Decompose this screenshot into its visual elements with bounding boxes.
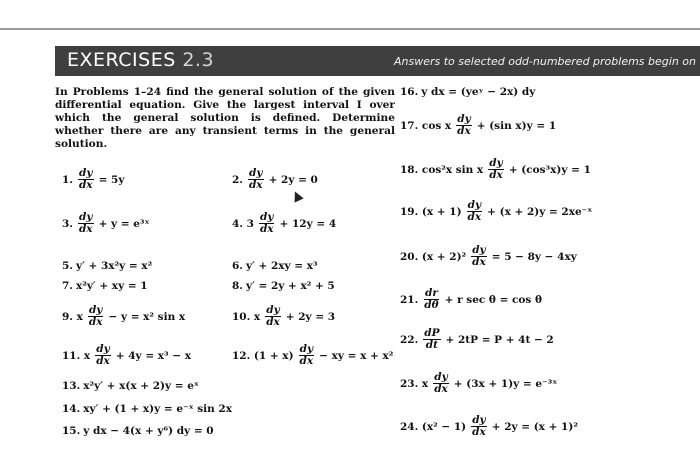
exercise-number: 13. (62, 380, 81, 392)
equation-rest: + (x + 2)y = 2xe⁻ˣ (487, 205, 593, 218)
equation-rest: = 5 − 8y − 4xy (491, 250, 577, 263)
section-label: EXERCISES (67, 49, 176, 71)
exercise-number: 21. (400, 293, 419, 306)
exercise-7 (62, 280, 148, 292)
derivative: $\frac{dy}{dx}$ (96, 343, 110, 367)
equation-rest: − y = x² sin x (108, 310, 186, 323)
derivative: $\frac{dr}{d\theta}$ (424, 287, 439, 311)
exercise-16 (400, 86, 535, 98)
equation: y′ = 2y + x² + 5 (245, 280, 335, 292)
exercise-number: 18. cos²x sin x (400, 163, 484, 176)
derivative: $\frac{dy}{dx}$ (489, 157, 503, 181)
equation-rest: + 2y = (x + 1)² (491, 420, 578, 433)
section-number: 2.3 (182, 49, 215, 71)
exercise-number: 24. (x² − 1) (400, 420, 467, 433)
derivative: $\frac{dy}{dx}$ (472, 244, 486, 268)
derivative: $\frac{dy}{dx}$ (88, 304, 103, 328)
equation: x²y′ + xy = 1 (75, 280, 148, 292)
exercise-3 (62, 212, 150, 235)
derivative: $\frac{dy}{dx}$ (248, 167, 263, 191)
exercise-number: 7. (62, 280, 73, 292)
exercise-4 (232, 212, 336, 235)
exercise-number: 3. (62, 217, 73, 230)
derivative: $\frac{dP}{dt}$ (424, 327, 440, 351)
exercise-number: 2. (232, 173, 243, 186)
equation-rest: = 5y (98, 173, 125, 186)
exercise-number: 10. x (232, 310, 261, 323)
equation-rest: + 12y = 4 (279, 217, 337, 230)
exercise-13 (62, 380, 199, 392)
equation-rest: + 4y = x³ − x (115, 349, 191, 362)
exercise-number: 6. (232, 260, 243, 272)
derivative: $\frac{dy}{dx}$ (78, 167, 93, 191)
exercise-6 (232, 260, 318, 272)
exercise-number: 17. cos x (400, 119, 452, 132)
section-title (67, 49, 214, 71)
equation: xy′ + (1 + x)y = e⁻ˣ sin 2x (83, 403, 232, 415)
exercise-number: 19. (x + 1) (400, 205, 462, 218)
exercise-number: 22. (400, 333, 419, 346)
derivative: $\frac{dy}{dx}$ (457, 113, 471, 137)
exercise-15 (62, 425, 214, 437)
exercise-1 (62, 168, 124, 191)
equation-rest: + y = e³ˣ (98, 217, 150, 230)
exercise-21 (400, 288, 542, 311)
instructions-text: In Problems 1–24 find the general solution of the given differential equation. Give the largest interval I over which the general solution is defined. Determine whether there are any transient terms in the general solution. (55, 86, 395, 150)
derivative: $\frac{dy}{dx}$ (259, 211, 274, 235)
derivative: $\frac{dy}{dx}$ (266, 304, 280, 328)
exercise-24 (400, 415, 578, 438)
equation: y′ + 3x²y = x² (75, 260, 153, 272)
exercise-12 (232, 344, 393, 367)
top-rule (0, 28, 700, 30)
derivative: $\frac{dy}{dx}$ (472, 414, 486, 438)
exercise-number: 9. x (62, 310, 83, 323)
exercise-number: 4. 3 (232, 217, 254, 230)
instructions (55, 86, 395, 151)
exercise-number: 1. (62, 173, 73, 186)
exercise-19 (400, 200, 592, 223)
equation: x²y′ + x(x + 2)y = eˣ (83, 380, 199, 392)
exercise-9 (62, 305, 185, 328)
equation-rest: + (sin x)y = 1 (476, 119, 557, 132)
exercise-number: 20. (x + 2)² (400, 250, 467, 263)
exercise-number: 12. (1 + x) (232, 349, 294, 362)
exercise-5 (62, 260, 152, 272)
derivative: $\frac{dy}{dx}$ (434, 371, 448, 395)
exercise-20 (400, 245, 577, 268)
exercise-2 (232, 168, 318, 191)
exercise-8 (232, 280, 335, 292)
answers-note: Answers to selected odd-numbered problems begin on (394, 55, 696, 68)
equation: y′ + 2xy = x³ (245, 260, 318, 272)
exercise-14 (62, 403, 232, 415)
exercise-number: 15. (62, 425, 81, 437)
equation-rest: − xy = x + x² (319, 349, 394, 362)
equation-rest: + 2tP = P + 4t − 2 (445, 333, 554, 346)
equation-rest: + (cos³x)y = 1 (508, 163, 591, 176)
exercise-11 (62, 344, 191, 367)
exercise-number: 8. (232, 280, 243, 292)
exercise-18 (400, 158, 591, 181)
derivative: $\frac{dy}{dx}$ (299, 343, 314, 367)
derivative: $\frac{dy}{dx}$ (467, 199, 482, 223)
equation-rest: + r sec θ = cos θ (444, 293, 543, 306)
equation-rest: + 2y = 3 (285, 310, 336, 323)
equation-rest: + (3x + 1)y = e⁻³ˣ (453, 377, 558, 390)
exercise-number: 16. (400, 86, 419, 98)
exercise-number: 5. (62, 260, 73, 272)
equation: y dx = (yeʸ − 2x) dy (421, 86, 536, 98)
exercise-10 (232, 305, 335, 328)
derivative: $\frac{dy}{dx}$ (78, 211, 93, 235)
exercise-number: 14. (62, 403, 81, 415)
mouse-cursor-icon (290, 189, 303, 202)
exercise-number: 11. x (62, 349, 91, 362)
exercise-22 (400, 328, 554, 351)
equation-rest: + 2y = 0 (268, 173, 318, 186)
exercise-17 (400, 114, 556, 137)
exercise-number: 23. x (400, 377, 429, 390)
equation: y dx − 4(x + y⁶) dy = 0 (83, 425, 214, 437)
exercises-header (55, 46, 700, 76)
exercise-23 (400, 372, 557, 395)
